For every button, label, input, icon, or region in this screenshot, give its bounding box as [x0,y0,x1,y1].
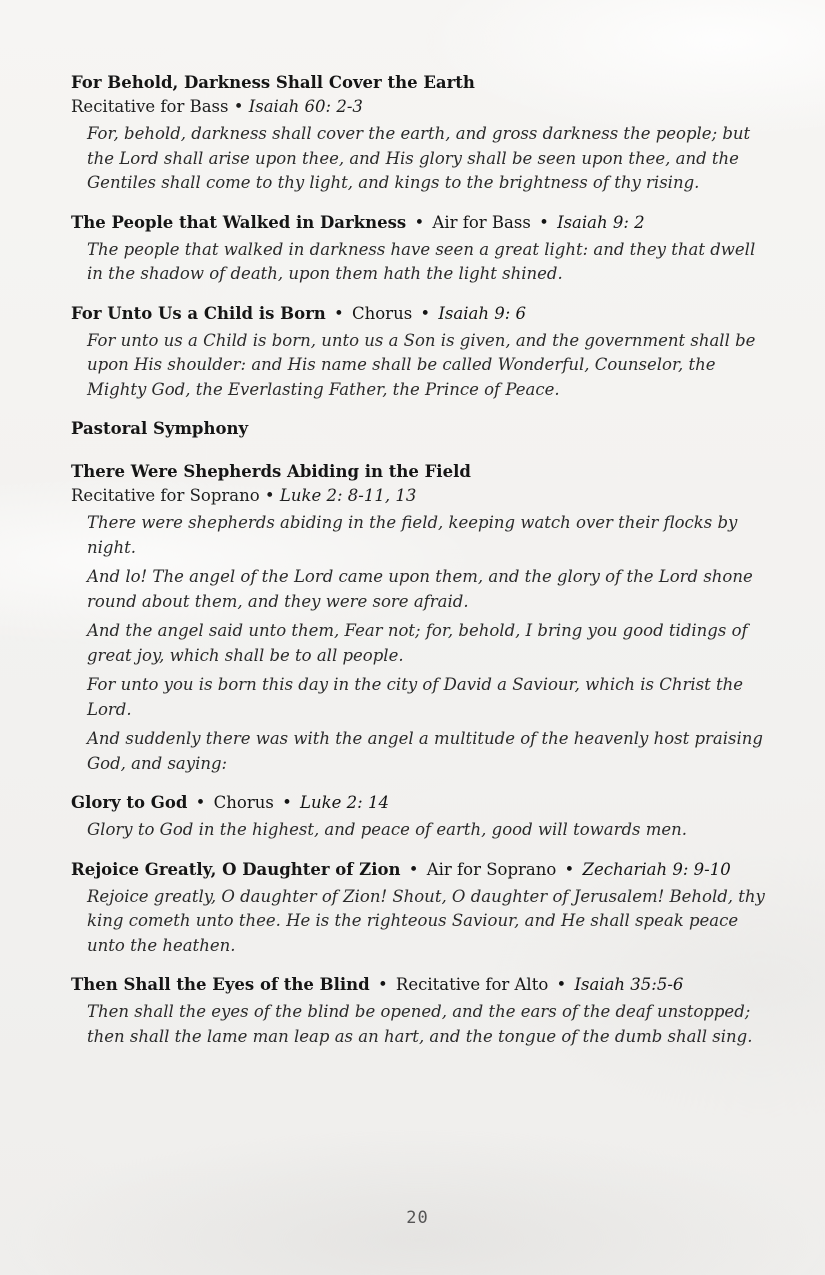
scripture-reference: Isaiah 9: 6 [438,303,527,323]
bullet-separator: • [539,212,549,232]
lyric-paragraph: Then shall the eyes of the blind be opened, and the ears of the deaf unstopped; then shall the lame man leap as an hart, and the tongue of the dumb shall sing. [87,1002,753,1046]
piece-heading [71,790,771,815]
piece-form: Air for Soprano [426,859,557,879]
lyric-paragraph: There were shepherds abiding in the field, keeping watch over their flocks by night. [87,513,738,557]
piece-subline [71,484,771,508]
lyrics-block [71,511,771,776]
bullet-separator: • [334,303,344,323]
piece-form: Chorus [352,303,413,323]
lyric-paragraph: Glory to God in the highest, and peace of earth, good will towards men. [87,820,688,839]
piece-title: Pastoral Symphony [71,419,249,438]
scripture-reference: Isaiah 9: 2 [557,212,645,232]
bullet-separator: • [264,486,275,505]
scripture-reference: Isaiah 35:5-6 [574,975,684,994]
lyric-paragraph: Rejoice greatly, O daughter of Zion! Shout, O daughter of Jerusalem! Behold, thy king cometh unto thee. He is the righteous Saviour, and He shall speak peace unto the heathen. [87,886,765,955]
piece-title: There Were Shepherds Abiding in the Field [71,462,471,481]
piece-entry [71,416,771,441]
scripture-reference: Luke 2: 14 [300,793,389,812]
piece-heading [71,301,771,326]
piece-title: Glory to God [71,793,188,812]
piece-entry [71,70,771,196]
piece-heading [71,857,771,882]
lyrics-block [71,818,771,843]
piece-form: Recitative for Alto [395,975,549,994]
bullet-separator: • [377,975,388,994]
lyric-paragraph: The people that walked in darkness have seen a great light: and they that dwell in the shadow of death, upon them hath the light shined. [87,239,756,283]
piece-entry [71,857,771,959]
page-number: 20 [406,1208,429,1228]
scripture-reference: Luke 2: 8-11, 13 [279,486,417,505]
lyrics-block [71,122,771,196]
piece-form: Chorus [213,793,274,812]
piece-form: Air for Bass [432,212,531,232]
piece-title: Then Shall the Eyes of the Blind [71,975,370,994]
piece-heading [71,210,771,235]
lyric-paragraph: And suddenly there was with the angel a multitude of the heavenly host praising God, and saying: [87,729,763,773]
bullet-separator: • [408,859,419,879]
piece-title: For Behold, Darkness Shall Cover the Earth [71,73,475,92]
lyric-paragraph: For, behold, darkness shall cover the earth, and gross darkness the people; but the Lord shall arise upon thee, and His glory shall be seen upon thee, and the Gentiles shall come to thy light, and kings to the brightness of thy rising. [87,124,751,192]
piece-heading [71,972,771,997]
bullet-separator: • [414,212,425,232]
lyric-paragraph: And lo! The angel of the Lord came upon them, and the glory of the Lord shone round about them, and they were sore afraid. [87,567,753,611]
lyrics-block [71,1000,771,1049]
piece-subline [71,95,771,119]
lyric-paragraph: And the angel said unto them, Fear not; for, behold, I bring you good tidings of great joy, which shall be to all people. [87,621,748,665]
bullet-separator: • [556,975,567,994]
piece-title: For Unto Us a Child is Born [71,303,326,323]
piece-entry [71,301,771,403]
lyrics-block [71,885,771,959]
program-page [71,70,771,1063]
piece-title: Rejoice Greatly, O Daughter of Zion [71,859,401,879]
piece-heading [71,416,771,441]
scripture-reference: Zechariah 9: 9-10 [582,859,731,879]
piece-form: Recitative for Bass [71,97,229,116]
piece-entry [71,459,771,776]
piece-entry [71,972,771,1049]
piece-heading [71,70,771,95]
bullet-separator: • [195,793,206,812]
bullet-separator: • [564,859,575,879]
scripture-reference: Isaiah 60: 2-3 [248,97,363,116]
piece-entry [71,790,771,843]
bullet-separator: • [420,303,431,323]
piece-entry [71,210,771,287]
lyrics-block [71,238,771,287]
bullet-separator: • [282,793,292,812]
bullet-separator: • [233,97,244,116]
piece-form: Recitative for Soprano [71,486,260,505]
lyric-paragraph: For unto you is born this day in the city of David a Saviour, which is Christ the Lord. [87,675,744,719]
piece-title: The People that Walked in Darkness [71,212,407,232]
lyric-paragraph: For unto us a Child is born, unto us a Son is given, and the government shall be upon His shoulder: and His name shall be called Wonderful, Counselor, the Mighty God, the Everlasting Father, the Prince of Peace. [87,330,756,399]
lyrics-block [71,329,771,403]
piece-heading [71,459,771,484]
